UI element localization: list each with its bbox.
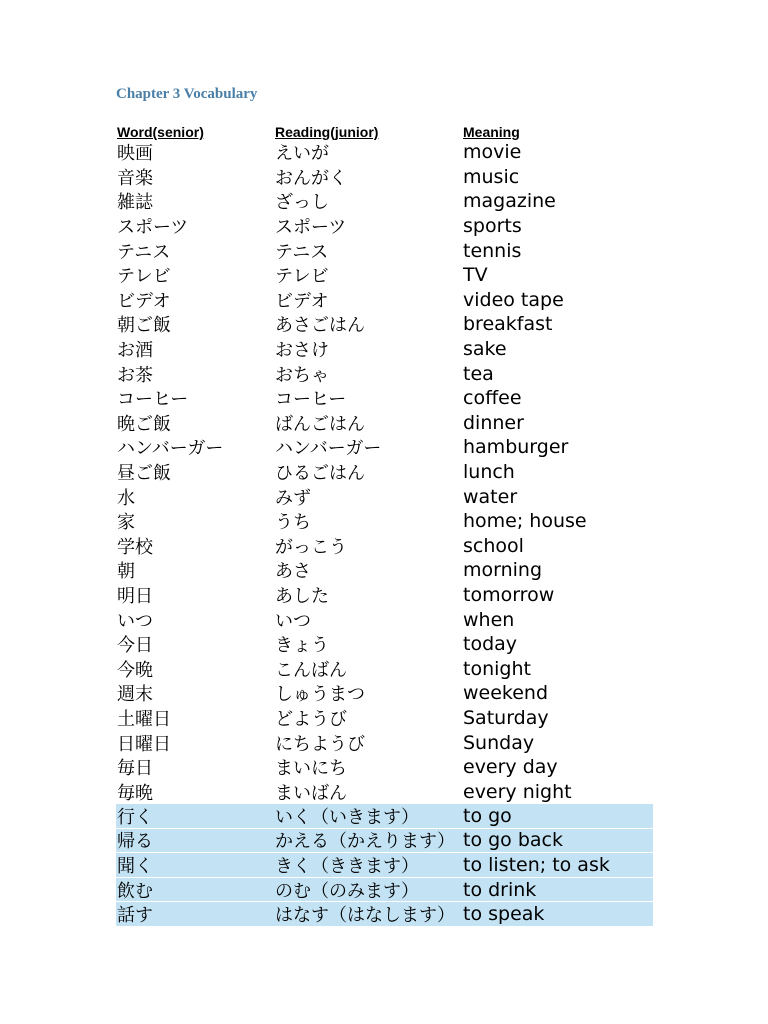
reading-cell: ビデオ <box>275 290 329 312</box>
meaning-cell: morning <box>463 559 543 582</box>
reading-cell: あした <box>275 585 329 607</box>
meaning-cell: today <box>463 633 518 656</box>
header-reading: Reading(junior) <box>275 124 379 140</box>
meaning-cell: TV <box>463 264 488 287</box>
word-cell: 雑誌 <box>117 192 153 214</box>
meaning-cell: weekend <box>463 682 549 705</box>
reading-cell: えいが <box>275 143 329 165</box>
meaning-cell: tomorrow <box>463 583 555 606</box>
word-cell: 家 <box>117 512 135 534</box>
meaning-cell: to drink <box>463 878 537 901</box>
reading-cell: おちゃ <box>275 364 329 386</box>
meaning-cell: to go <box>463 804 512 827</box>
word-cell: 毎日 <box>117 758 153 780</box>
table-row <box>116 386 653 411</box>
table-row <box>116 411 653 436</box>
meaning-cell: water <box>463 485 518 508</box>
table-row <box>116 878 653 903</box>
table-row <box>116 435 653 460</box>
word-cell: 映画 <box>117 143 153 165</box>
meaning-cell: movie <box>463 141 522 164</box>
table-row <box>116 263 653 288</box>
table-row <box>116 189 653 214</box>
word-cell: 飲む <box>117 880 153 902</box>
table-row <box>116 829 653 854</box>
table-row <box>116 706 653 731</box>
word-cell: 土曜日 <box>117 708 171 730</box>
meaning-cell: school <box>463 534 524 557</box>
table-row <box>116 460 653 485</box>
reading-cell: どようび <box>275 708 347 730</box>
word-cell: ハンバーガー <box>117 438 224 460</box>
meaning-cell: when <box>463 608 515 631</box>
reading-cell: テニス <box>275 241 329 263</box>
word-cell: 学校 <box>117 536 153 558</box>
meaning-cell: every day <box>463 756 558 779</box>
table-row <box>116 583 653 608</box>
meaning-cell: coffee <box>463 387 522 410</box>
reading-cell: みず <box>275 487 311 509</box>
meaning-cell: sake <box>463 338 507 361</box>
table-row <box>116 165 653 190</box>
meaning-cell: to speak <box>463 903 545 926</box>
word-cell: 水 <box>117 487 135 509</box>
meaning-cell: sports <box>463 215 522 238</box>
word-cell: 毎晩 <box>117 782 153 804</box>
meaning-cell: magazine <box>463 190 556 213</box>
word-cell: 今日 <box>117 635 153 657</box>
word-cell: 明日 <box>117 585 153 607</box>
word-cell: お酒 <box>117 340 153 362</box>
reading-cell: こんばん <box>275 659 347 681</box>
meaning-cell: Sunday <box>463 731 535 754</box>
meaning-cell: tonight <box>463 657 531 680</box>
meaning-cell: to listen; to ask <box>463 854 610 877</box>
table-header <box>116 120 653 140</box>
reading-cell: うち <box>275 512 311 534</box>
table-row <box>116 361 653 386</box>
word-cell: 朝ご飯 <box>117 315 171 337</box>
word-cell: 日曜日 <box>117 733 171 755</box>
reading-cell: のむ（のみます） <box>275 880 419 902</box>
vocabulary-table <box>116 120 653 927</box>
word-cell: 今晩 <box>117 659 153 681</box>
table-row <box>116 804 653 829</box>
meaning-cell: hamburger <box>463 436 569 459</box>
table-row <box>116 755 653 780</box>
table-row <box>116 853 653 878</box>
reading-cell: かえる（かえります） <box>275 831 455 853</box>
reading-cell: あさごはん <box>275 315 365 337</box>
table-row <box>116 140 653 165</box>
table-row <box>116 656 653 681</box>
table-row <box>116 534 653 559</box>
word-cell: 帰る <box>117 831 153 853</box>
table-row <box>116 632 653 657</box>
meaning-cell: Saturday <box>463 706 549 729</box>
meaning-cell: breakfast <box>463 313 553 336</box>
meaning-cell: every night <box>463 780 572 803</box>
page-title: Chapter 3 Vocabulary <box>116 86 258 102</box>
reading-cell: にちようび <box>275 733 365 755</box>
word-cell: スポーツ <box>117 217 189 239</box>
table-row <box>116 681 653 706</box>
reading-cell: ひるごはん <box>275 463 365 485</box>
table-row <box>116 779 653 804</box>
reading-cell: きく（ききます） <box>275 856 419 878</box>
reading-cell: いつ <box>275 610 311 632</box>
reading-cell: まいにち <box>275 758 347 780</box>
meaning-cell: tennis <box>463 239 522 262</box>
reading-cell: スポーツ <box>275 217 347 239</box>
meaning-cell: dinner <box>463 411 524 434</box>
table-row <box>116 214 653 239</box>
meaning-cell: music <box>463 165 520 188</box>
meaning-cell: home; house <box>463 510 587 533</box>
reading-cell: ばんごはん <box>275 413 365 435</box>
table-body <box>116 140 653 927</box>
table-row <box>116 558 653 583</box>
table-row <box>116 288 653 313</box>
meaning-cell: tea <box>463 362 494 385</box>
word-cell: 行く <box>117 806 153 828</box>
meaning-cell: to go back <box>463 829 563 852</box>
table-row <box>116 337 653 362</box>
table-row <box>116 902 653 927</box>
word-cell: 朝 <box>117 561 135 583</box>
reading-cell: いく（いきます） <box>275 806 419 828</box>
reading-cell: あさ <box>275 561 311 583</box>
reading-cell: コーヒー <box>275 389 347 411</box>
reading-cell: しゅうまつ <box>275 684 365 706</box>
reading-cell: がっこう <box>275 536 347 558</box>
header-meaning: Meaning <box>463 124 520 140</box>
word-cell: ビデオ <box>117 290 171 312</box>
word-cell: テレビ <box>117 266 171 288</box>
reading-cell: ざっし <box>275 192 329 214</box>
word-cell: 話す <box>117 905 153 927</box>
reading-cell: ハンバーガー <box>275 438 382 460</box>
meaning-cell: lunch <box>463 461 515 484</box>
word-cell: コーヒー <box>117 389 189 411</box>
word-cell: 音楽 <box>117 167 153 189</box>
word-cell: 晩ご飯 <box>117 413 171 435</box>
word-cell: お茶 <box>117 364 153 386</box>
table-row <box>116 238 653 263</box>
table-row <box>116 509 653 534</box>
table-row <box>116 484 653 509</box>
reading-cell: はなす（はなします） <box>275 905 455 927</box>
table-row <box>116 312 653 337</box>
word-cell: 昼ご飯 <box>117 463 171 485</box>
word-cell: 週末 <box>117 684 153 706</box>
word-cell: 聞く <box>117 856 153 878</box>
table-row <box>116 730 653 755</box>
table-row <box>116 607 653 632</box>
word-cell: いつ <box>117 610 153 632</box>
word-cell: テニス <box>117 241 171 263</box>
reading-cell: おんがく <box>275 167 347 189</box>
meaning-cell: video tape <box>463 288 564 311</box>
reading-cell: おさけ <box>275 340 329 362</box>
reading-cell: きょう <box>275 635 329 657</box>
reading-cell: まいばん <box>275 782 347 804</box>
reading-cell: テレビ <box>275 266 329 288</box>
header-word: Word(senior) <box>117 124 204 140</box>
